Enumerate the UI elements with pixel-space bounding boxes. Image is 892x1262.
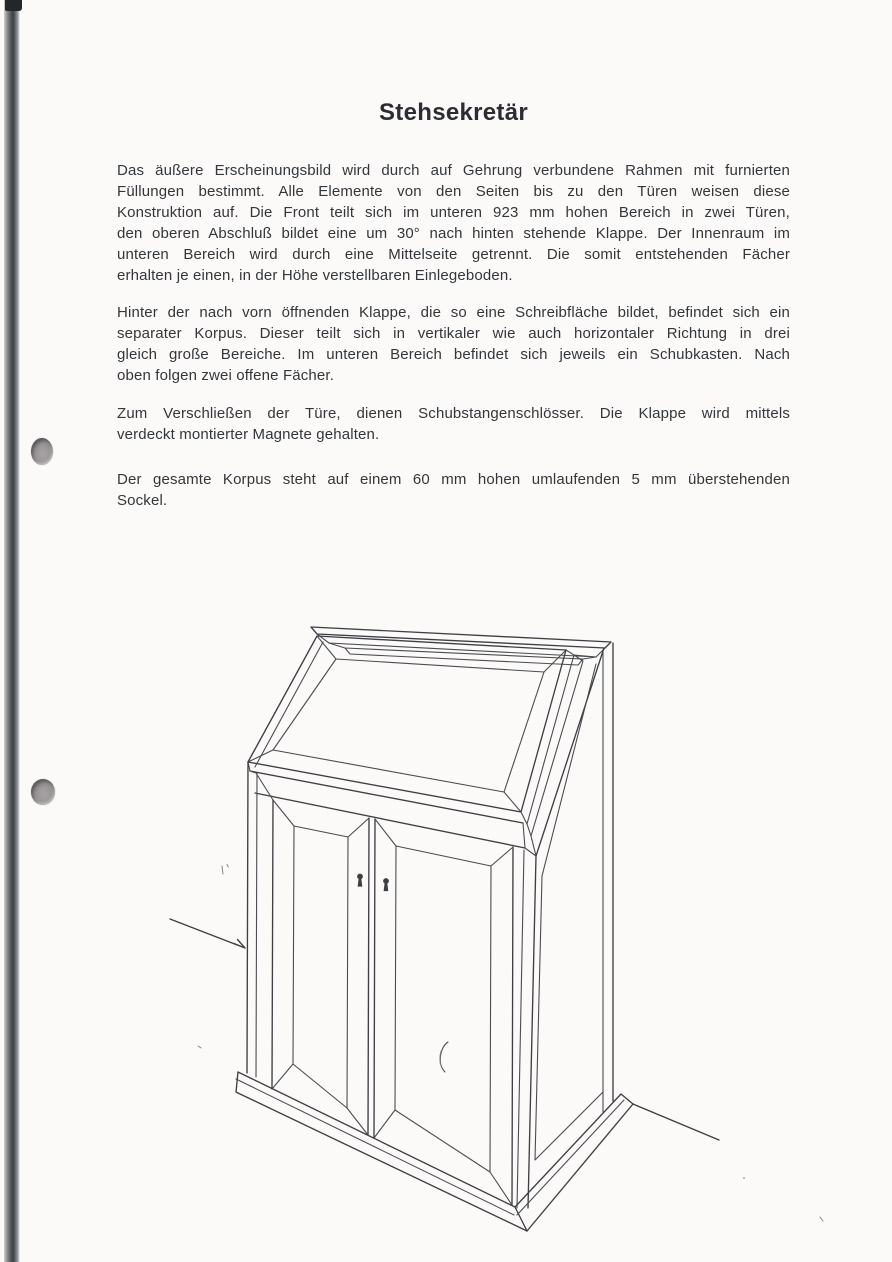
text-line: Das äußere Erscheinungsbild wird durch auf Gehrung verbundene Rahmen mit furnierten (117, 162, 790, 179)
page-title: Stehsekretär (378, 99, 529, 126)
text-line: Der gesamte Korpus steht auf einem 60 mm hohen umlaufenden 5 mm überstehenden (117, 471, 790, 488)
text-line: verdeckt montierter Magnete gehalten. (117, 426, 380, 443)
text-line: erhalten je einen, in der Höhe verstellbaren Einlegeboden. (117, 267, 513, 284)
pointer-arrow (170, 919, 245, 948)
text-line: Hinter der nach vorn öffnenden Klappe, die so eine Schreibfläche bildet, befindet sich ein (117, 304, 790, 321)
keyhole-icon (357, 874, 363, 887)
text-line: separater Korpus. Dieser teilt sich in vertikaler wie auch horizontaler Richtung in drei (117, 325, 790, 342)
plinth (236, 1072, 633, 1231)
top-frame (311, 627, 611, 665)
front-frame (247, 762, 536, 1208)
text-line: Zum Verschließen der Türe, dienen Schubstangenschlösser. Die Klappe wird mittels (117, 405, 790, 422)
text-line: Füllungen bestimmt. Alle Elemente von den Seiten bis zu den Türen weisen diese (117, 183, 790, 200)
hinge-rail (248, 762, 536, 856)
right-door (374, 819, 513, 1205)
text-line: Konstruktion auf. Die Front teilt sich im unteren 923 mm hohen Bereich in zwei Türen, (117, 204, 790, 221)
text-line: oben folgen zwei offene Fächer. (117, 367, 335, 384)
text-line: den oberen Abschluß bildet eine um 30° nach hinten stehende Klappe. Der Innenraum im (117, 225, 790, 242)
scan-artifacts (198, 865, 823, 1222)
floor-line-right (633, 1104, 719, 1140)
text-line: unteren Bereich wird durch eine Mittelseite getrennt. Die somit entstehenden Fächer (117, 246, 790, 263)
flap-bevel-edge (521, 648, 604, 856)
text-line: gleich große Bereiche. Im unteren Bereich befindet sich jeweils ein Schubkasten. Nach (117, 346, 790, 363)
left-door (272, 800, 369, 1135)
keyhole-icon (383, 878, 389, 891)
door-pull (440, 1042, 448, 1072)
text-line: Sockel. (117, 492, 168, 509)
